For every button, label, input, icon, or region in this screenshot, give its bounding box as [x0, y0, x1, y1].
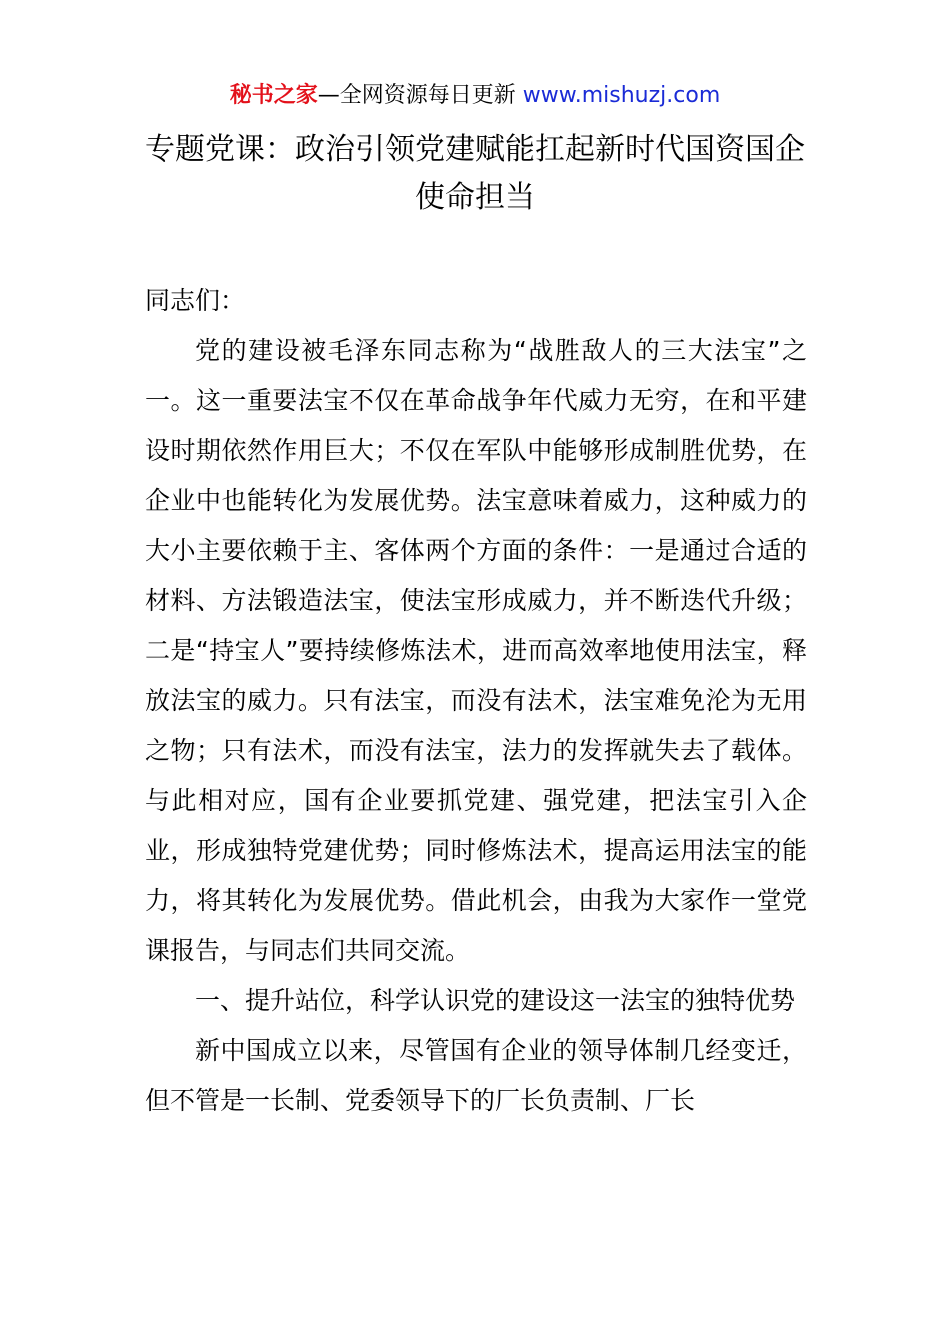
section-heading-1: 一、提升站位，科学认识党的建设这一法宝的独特优势: [195, 986, 796, 1015]
site-header: [0, 80, 950, 112]
site-url[interactable]: www.mishuzj.com: [522, 83, 721, 108]
header-tagline: —全网资源每日更新: [317, 83, 523, 108]
paragraph-section-1: 新中国成立以来，尽管国有企业的领导体制几经变迁，但不管是一长制、党委领导下的厂长负责制、厂长: [145, 1036, 807, 1115]
document-title: 专题党课：政治引领党建赋能扛起新时代国资国企使命担当: [145, 132, 805, 215]
paragraph-intro: 党的建设被毛泽东同志称为“战胜敌人的三大法宝”之一。这一重要法宝不仅在革命战争年代威力无穷，在和平建设时期依然作用巨大；不仅在军队中能够形成制胜优势，在企业中也能转化为发展优势。法宝意味着威力，这种威力的大小主要依赖于主、客体两个方面的条件：一是通过合适的材料、方法锻造法宝，使法宝形成威力，并不断迭代升级；二是“持宝人”要持续修炼法术，进而高效率地使用法宝，释放法宝的威力。只有法宝，而没有法术，法宝难免沦为无用之物；只有法术，而没有法宝，法力的发挥就失去了载体。与此相对应，国有企业要抓党建、强党建，把法宝引入企业，形成独特党建优势；同时修炼法术，提高运用法宝的能力，将其转化为发展优势。借此机会，由我为大家作一堂党课报告，与同志们共同交流。: [145, 336, 807, 965]
brand-name: 秘书之家: [229, 83, 318, 108]
document-body: [145, 276, 807, 1126]
salutation: 同志们：: [145, 286, 246, 315]
